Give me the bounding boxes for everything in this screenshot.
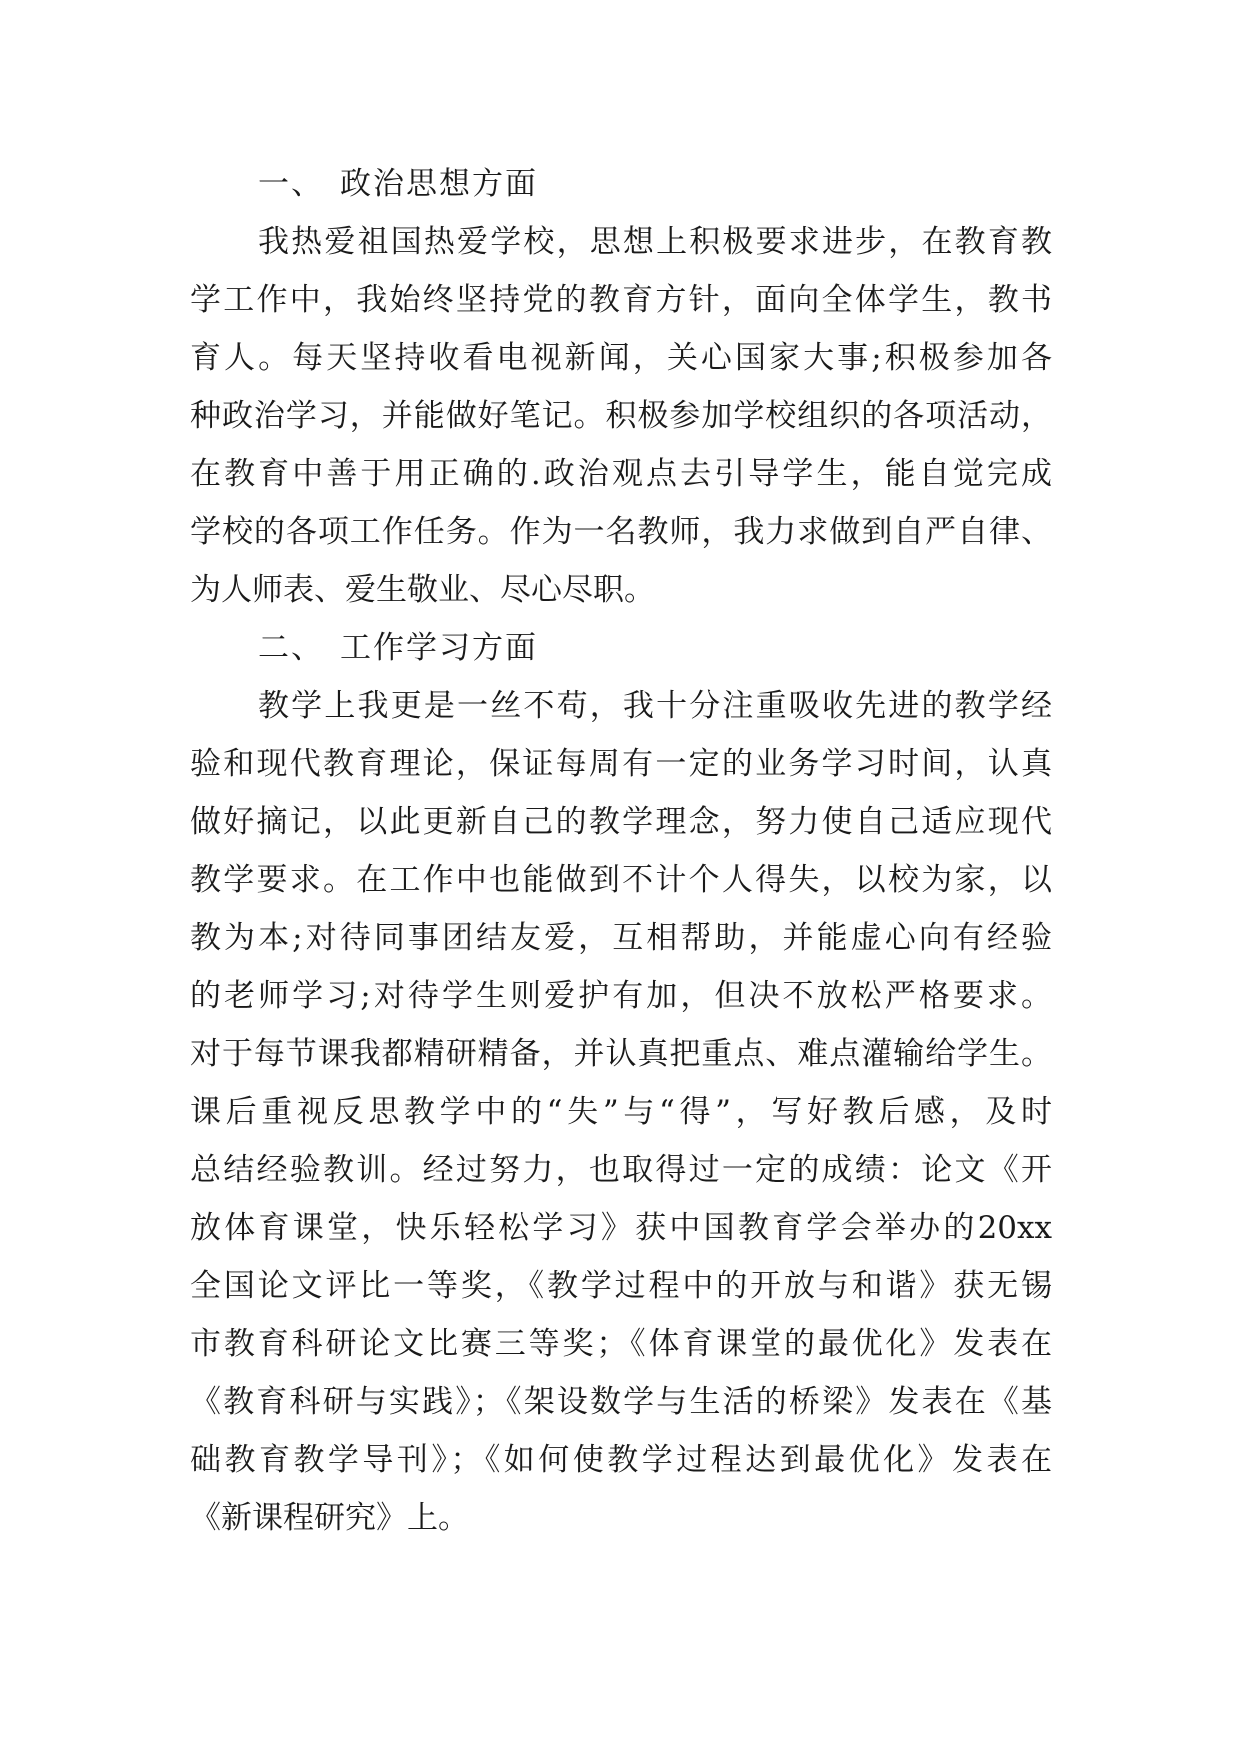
paragraph-line: 教学要求。在工作中也能做到不计个人得失，以校为家，以 — [190, 862, 1052, 898]
paragraph-line: 做好摘记，以此更新自己的教学理念，努力使自己适应现代 — [190, 804, 1052, 840]
section-number: 一、 — [258, 166, 324, 202]
paragraph-line: 课后重视反思教学中的“失”与“得”，写好教后感，及时 — [190, 1094, 1052, 1130]
paragraph-line: 《新课程研究》上。 — [190, 1500, 469, 1536]
section-heading-politics — [190, 155, 1052, 213]
paragraph-line: 教为本;对待同事团结友爱，互相帮助，并能虚心向有经验 — [190, 920, 1052, 956]
paragraph-line: 为人师表、爱生敬业、尽心尽职。 — [190, 572, 655, 608]
paragraph-line: 础教育教学导刊》；《如何使教学过程达到最优化》发表在 — [190, 1442, 1052, 1478]
document-body — [190, 155, 1052, 1547]
paragraph-line: 我热爱祖国热爱学校，思想上积极要求进步，在教育教 — [258, 224, 1052, 260]
paragraph-line: 在教育中善于用正确的.政治观点去引导学生，能自觉完成 — [190, 456, 1052, 492]
paragraph-line: 教学上我更是一丝不苟，我十分注重吸收先进的教学经 — [258, 688, 1052, 724]
paragraph-line: 育人。每天坚持收看电视新闻，关心国家大事;积极参加各 — [190, 340, 1052, 376]
paragraph-line: 学校的各项工作任务。作为一名教师，我力求做到自严自律、 — [190, 514, 1052, 550]
paragraph-line: 的老师学习;对待学生则爱护有加，但决不放松严格要求。 — [190, 978, 1052, 1014]
paragraph-line: 学工作中，我始终坚持党的教育方针，面向全体学生，教书 — [190, 282, 1052, 318]
section-heading-work-study — [190, 619, 1052, 677]
section-number: 二、 — [258, 630, 324, 666]
paragraph-line: 种政治学习，并能做好笔记。积极参加学校组织的各项活动， — [190, 398, 1052, 434]
paragraph-line: 验和现代教育理论，保证每周有一定的业务学习时间，认真 — [190, 746, 1052, 782]
section-title: 工作学习方面 — [340, 630, 538, 666]
paragraph-line: 对于每节课我都精研精备，并认真把重点、难点灌输给学生。 — [190, 1036, 1052, 1072]
section-title: 政治思想方面 — [340, 166, 538, 202]
paragraph-line: 放体育课堂，快乐轻松学习》获中国教育学会举办的20xx — [190, 1210, 1052, 1246]
paragraph-line: 总结经验教训。经过努力，也取得过一定的成绩：论文《开 — [190, 1152, 1052, 1188]
paragraph-line: 全国论文评比一等奖，《教学过程中的开放与和谐》获无锡 — [190, 1268, 1052, 1304]
paragraph-line: 市教育科研论文比赛三等奖；《体育课堂的最优化》发表在 — [190, 1326, 1052, 1362]
paragraph-line: 《教育科研与实践》；《架设数学与生活的桥梁》发表在《基 — [190, 1384, 1052, 1420]
